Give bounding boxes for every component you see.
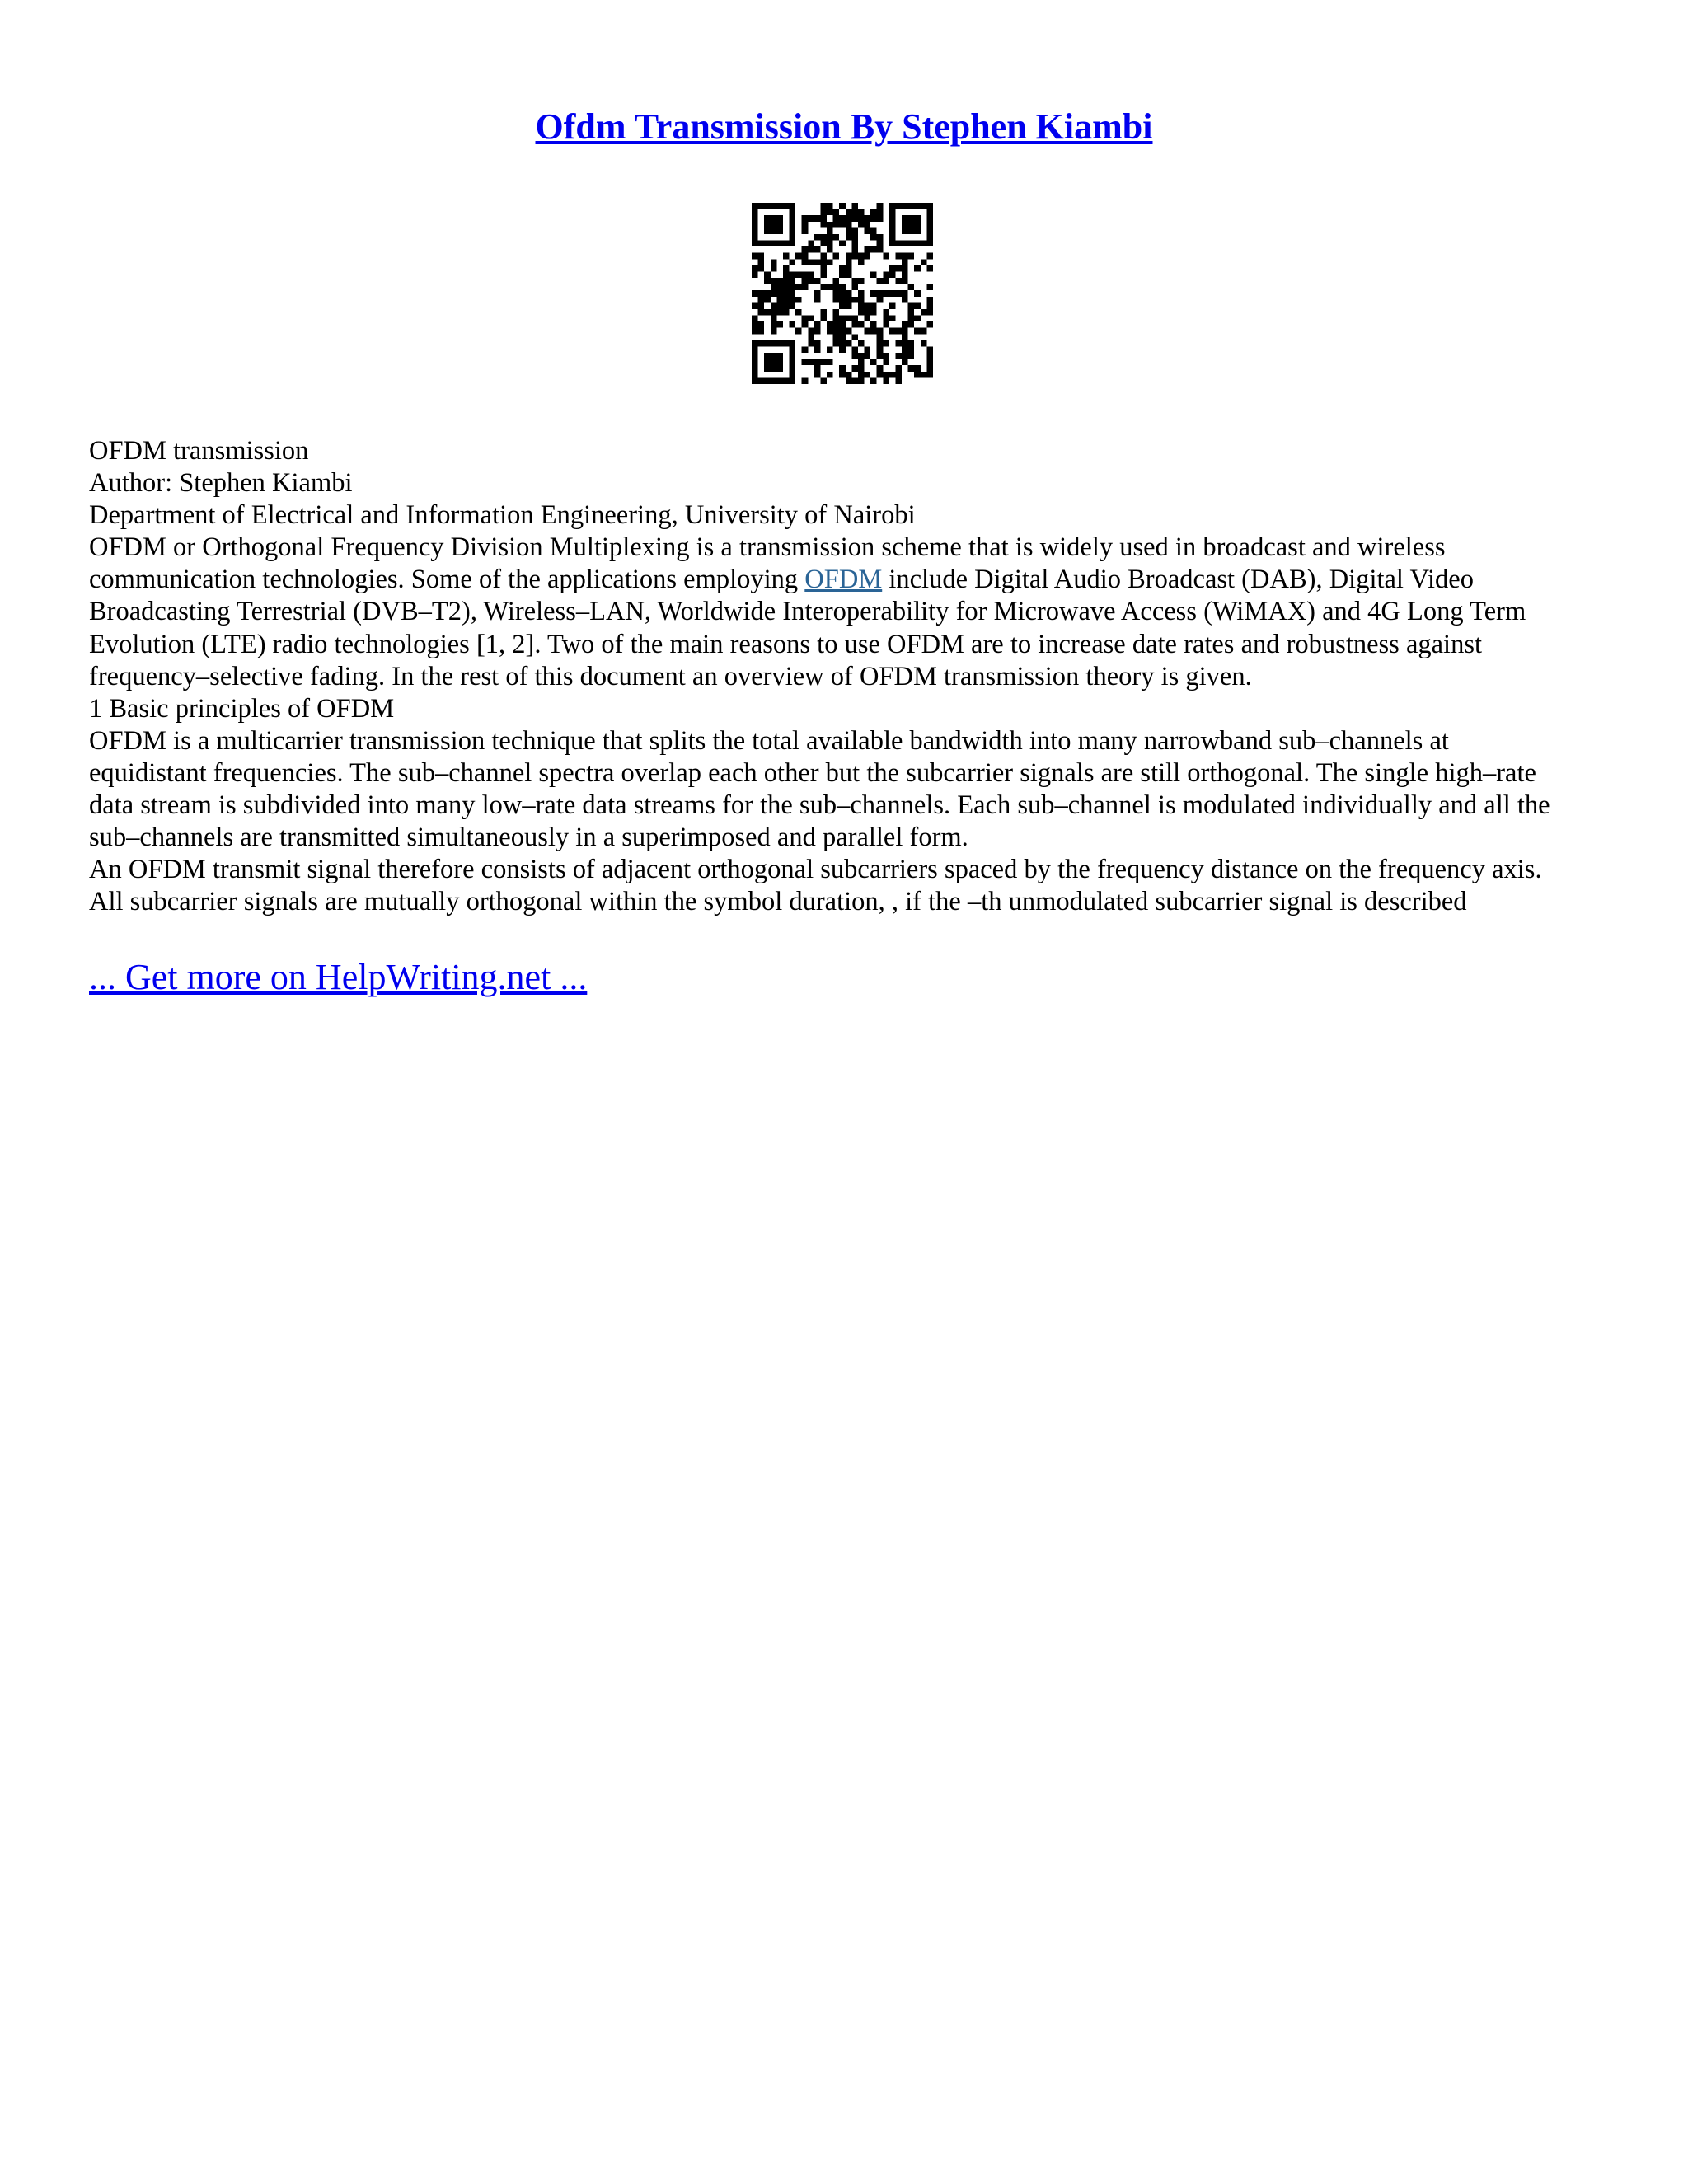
- paragraph-line: All subcarrier signals are mutually orthogonal within the symbol duration, , if the –th unmodulated subcarrier signal is described: [89, 887, 1467, 917]
- paragraph-line: equidistant frequencies. The sub–channel spectra overlap each other but the subcarrier signals are still orthogonal. The single high–rate: [89, 757, 1536, 788]
- qr-code-icon: [752, 203, 933, 384]
- title-link[interactable]: Ofdm Transmission By Stephen Kiambi: [535, 106, 1153, 147]
- paragraph-line: frequency–selective fading. In the rest of this document an overview of OFDM transmission theory is given.: [89, 661, 1252, 691]
- text-segment: communication technologies. Some of the applications employing: [89, 565, 805, 595]
- paragraph-line: data stream is subdivided into many low–rate data streams for the sub–channels. Each sub–channel is modulated individually and all the: [89, 790, 1550, 821]
- ofdm-inline-link[interactable]: OFDM: [804, 565, 883, 595]
- section-heading: 1 Basic principles of OFDM: [89, 693, 395, 724]
- get-more-container: [89, 954, 587, 1001]
- page-title: [0, 102, 1688, 152]
- author-line: Author: Stephen Kiambi: [89, 468, 353, 499]
- department-line: Department of Electrical and Information Engineering, University of Nairobi: [89, 500, 916, 531]
- article-body: [89, 435, 1606, 918]
- paragraph-line: Evolution (LTE) radio technologies [1, 2]. Two of the main reasons to use OFDM are to increase date rates and robustness against: [89, 629, 1483, 659]
- paragraph-line: sub–channels are transmitted simultaneously in a superimposed and parallel form.: [89, 823, 968, 853]
- paragraph-line: [89, 564, 1606, 596]
- paragraph-line: An OFDM transmit signal therefore consists of adjacent orthogonal subcarriers spaced by the frequency distance on the frequency axis.: [89, 855, 1542, 885]
- paragraph-line: OFDM or Orthogonal Frequency Division Multiplexing is a transmission scheme that is widely used in broadcast and wireless: [89, 532, 1446, 563]
- doc-heading: OFDM transmission: [89, 436, 309, 466]
- paragraph-line: Broadcasting Terrestrial (DVB–T2), Wireless–LAN, Worldwide Interoperability for Microwave Access (WiMAX) and 4G Long Term: [89, 597, 1526, 627]
- text-segment: include Digital Audio Broadcast (DAB), Digital Video: [882, 565, 1474, 595]
- get-more-link[interactable]: ... Get more on HelpWriting.net ...: [89, 957, 588, 997]
- paragraph-line: OFDM is a multicarrier transmission technique that splits the total available bandwidth into many narrowband sub–channels at: [89, 725, 1449, 756]
